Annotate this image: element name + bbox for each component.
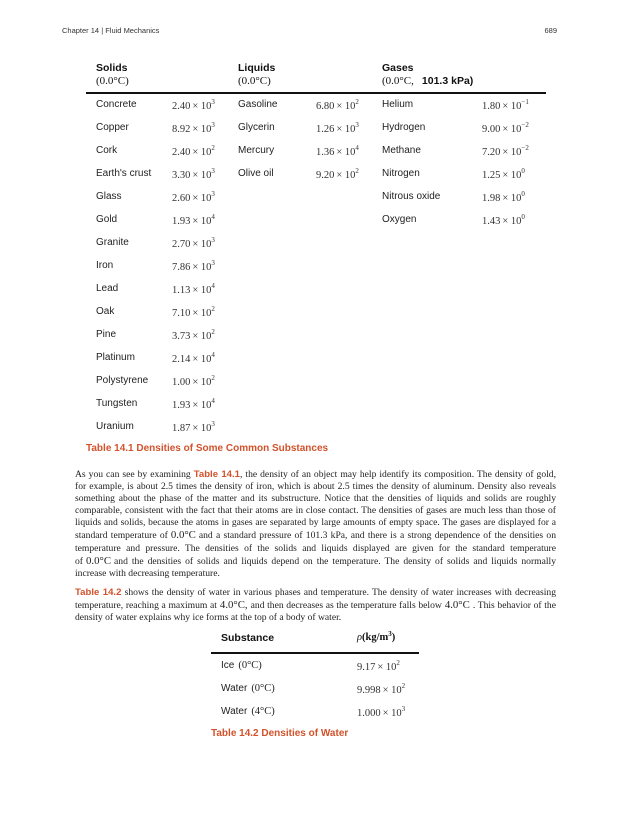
mantissa: 1.98 — [482, 193, 501, 204]
times-ten: × 10 — [192, 216, 212, 227]
mantissa: 1.93 — [172, 400, 191, 411]
exponent: −2 — [521, 144, 529, 152]
unit-exponent: 3 — [388, 630, 392, 638]
times-ten: × 10 — [192, 331, 212, 342]
density-value — [482, 190, 525, 204]
times-ten: × 10 — [192, 308, 212, 319]
exponent: 3 — [211, 236, 215, 244]
density-value — [172, 236, 215, 250]
mantissa: 2.40 — [172, 147, 191, 158]
mantissa: 9.17 — [357, 662, 376, 673]
substance-name: Olive oil — [238, 168, 274, 179]
density-value — [482, 98, 529, 112]
table-body — [86, 94, 546, 439]
mantissa: 9.20 — [316, 170, 335, 181]
substance-name: Lead — [96, 283, 119, 294]
substance-name: Polystyrene — [96, 375, 149, 386]
density-value — [482, 121, 529, 135]
text: , the density of an object may help identify its composition. The density of gold, for example, is about 2.5 times the density of iron, which is about 2.5 times the density of aluminum. Density also reveals something about the phase of the matter and its substructure. Notice that the densities of liquids and solids are roughly comparable, consistent with the fact that their atoms are in close contact. The densities of gases are much less than those of liquids and solids, because the atoms in gases are separated by large amounts of empty space. The gases are displayed for a standard temperature of — [75, 469, 557, 542]
mantissa: 1.80 — [482, 101, 501, 112]
exponent: −1 — [521, 98, 529, 106]
times-ten: × 10 — [192, 423, 212, 434]
text: shows the density of water in various phases and temperature. The density of water increases with decreasing temperature, reaching a maximum at — [75, 587, 556, 612]
column-title: Liquids — [238, 62, 276, 74]
column-temp: (0.0°C) — [238, 75, 271, 87]
chapter-title: Chapter 14 | Fluid Mechanics — [62, 26, 160, 35]
mantissa: 1.93 — [172, 216, 191, 227]
times-ten: × 10 — [382, 708, 402, 719]
times-ten: × 10 — [336, 124, 356, 135]
times-ten: × 10 — [192, 400, 212, 411]
density-value — [172, 259, 215, 273]
mantissa: 1.26 — [316, 124, 335, 135]
density-value — [357, 682, 406, 696]
substance-name: Gold — [96, 214, 118, 225]
column-header-gases — [382, 62, 473, 88]
table-link[interactable]: Table 14.1 — [193, 469, 241, 480]
mantissa: 2.60 — [172, 193, 191, 204]
mantissa: 2.70 — [172, 239, 191, 250]
times-ten: × 10 — [502, 124, 522, 135]
rho-symbol: ρ — [357, 632, 363, 643]
column-header-density — [357, 632, 395, 643]
times-ten: × 10 — [502, 147, 522, 158]
mantissa: 1.25 — [482, 170, 501, 181]
mantissa: 2.14 — [172, 354, 191, 365]
times-ten: × 10 — [192, 147, 212, 158]
times-ten: × 10 — [377, 662, 397, 673]
substance-name: Concrete — [96, 99, 137, 110]
mantissa: 1.36 — [316, 147, 335, 158]
exponent: 2 — [211, 305, 215, 313]
exponent: 4 — [211, 213, 215, 221]
page-number: 689 — [544, 26, 557, 35]
mantissa: 2.40 — [172, 101, 191, 112]
column-header-substance: Substance — [221, 632, 275, 644]
mantissa: 9.00 — [482, 124, 501, 135]
column-pressure: 101.3 kPa) — [421, 75, 474, 87]
substance-name — [221, 706, 275, 717]
density-value — [172, 305, 215, 319]
substance-name: Methane — [382, 145, 421, 156]
table-caption: Table 14.2 Densities of Water — [211, 728, 349, 739]
density-value — [316, 144, 359, 158]
exponent: 3 — [401, 705, 406, 713]
column-header-liquids — [238, 62, 275, 88]
water-density-table — [211, 630, 419, 742]
substance-name: Iron — [96, 260, 114, 271]
times-ten: × 10 — [192, 354, 212, 365]
mantissa: 3.30 — [172, 170, 191, 181]
table-header — [211, 630, 419, 652]
math-inline: 0.0°C — [170, 529, 196, 542]
substance-name: Uranium — [96, 421, 134, 432]
times-ten: × 10 — [192, 124, 212, 135]
mantissa: 1.00 — [172, 377, 191, 388]
exponent: 3 — [211, 98, 215, 106]
times-ten: × 10 — [502, 216, 522, 227]
substance-name: Earth's crust — [96, 168, 152, 179]
temperature: (0°C) — [251, 683, 275, 694]
exponent: 3 — [355, 121, 359, 129]
density-value — [172, 213, 215, 227]
substance-name: Glycerin — [238, 122, 275, 133]
density-value — [357, 659, 400, 673]
body-paragraph — [75, 469, 556, 580]
text: and the densities of solids and liquids depend on the temperature. The density of solids and liquids normally increase with decreasing temperature. — [75, 555, 556, 579]
mantissa: 8.92 — [172, 124, 191, 135]
unit: (kg/m — [362, 632, 389, 643]
substance-name: Hydrogen — [382, 122, 426, 133]
exponent: 3 — [211, 259, 215, 267]
column-temp: (0.0°C) — [96, 75, 129, 87]
density-value — [316, 121, 359, 135]
substance-name: Copper — [96, 122, 129, 133]
mantissa: 3.73 — [172, 331, 191, 342]
temperature: (4°C) — [251, 706, 275, 717]
density-value — [482, 167, 525, 181]
times-ten: × 10 — [502, 170, 522, 181]
density-value — [482, 144, 529, 158]
exponent: 2 — [211, 374, 215, 382]
densities-table — [86, 62, 546, 439]
exponent: −2 — [521, 121, 529, 129]
mantissa: 1.43 — [482, 216, 501, 227]
substance-name: Helium — [382, 99, 414, 110]
mantissa: 7.10 — [172, 308, 191, 319]
math-inline: 0.0°C — [86, 554, 112, 567]
column-header-solids — [96, 62, 129, 88]
times-ten: × 10 — [192, 193, 212, 204]
density-value — [172, 328, 215, 342]
times-ten: × 10 — [192, 262, 212, 273]
density-value — [172, 374, 215, 388]
times-ten: × 10 — [502, 101, 522, 112]
times-ten: × 10 — [192, 101, 212, 112]
substance-name: Gasoline — [238, 99, 278, 110]
density-value — [172, 282, 215, 296]
substance-name: Granite — [96, 237, 129, 248]
substance-name: Tungsten — [96, 398, 138, 409]
density-value — [316, 98, 359, 112]
exponent: 3 — [211, 420, 215, 428]
substance-name: Oxygen — [382, 214, 417, 225]
text: and then decreases as the temperature falls below — [250, 600, 442, 612]
substance-name: Nitrous oxide — [382, 191, 441, 202]
table-header — [86, 62, 546, 92]
exponent: 0 — [521, 190, 525, 198]
exponent: 0 — [521, 213, 525, 221]
exponent: 3 — [211, 167, 215, 175]
times-ten: × 10 — [192, 170, 212, 181]
substance-name: Platinum — [96, 352, 135, 363]
times-ten: × 10 — [192, 239, 212, 250]
density-value — [172, 351, 215, 365]
column-subtitle — [238, 75, 275, 88]
math-inline: 4.0°C — [444, 599, 470, 612]
substance-name: Pine — [96, 329, 117, 340]
mantissa: 1.13 — [172, 285, 191, 296]
exponent: 2 — [211, 144, 215, 152]
substance-name: Mercury — [238, 145, 275, 156]
exponent: 4 — [211, 397, 215, 405]
exponent: 2 — [396, 659, 400, 667]
name: Water — [221, 683, 248, 694]
exponent: 2 — [401, 682, 406, 690]
text: . This behavior of the density of water explains why ice forms at the top of a body of water. — [75, 600, 556, 624]
density-value — [172, 144, 215, 158]
exponent: 2 — [355, 98, 359, 106]
density-value — [482, 213, 525, 227]
times-ten: × 10 — [336, 170, 356, 181]
density-value — [172, 397, 215, 411]
running-head — [62, 26, 568, 38]
density-value — [172, 98, 215, 112]
times-ten: × 10 — [502, 193, 522, 204]
density-value — [172, 420, 215, 434]
column-temp: (0.0°C, — [382, 75, 414, 87]
exponent: 3 — [211, 121, 215, 129]
mantissa: 9.998 — [357, 685, 381, 696]
body-paragraph — [75, 587, 556, 624]
mantissa: 1.87 — [172, 423, 191, 434]
substance-name: Nitrogen — [382, 168, 420, 179]
density-value — [172, 167, 215, 181]
density-value — [316, 167, 359, 181]
density-value — [357, 705, 406, 719]
column-subtitle — [96, 75, 129, 88]
column-title: Solids — [96, 62, 128, 74]
text: As you can see by examining — [75, 469, 194, 480]
substance-name: Cork — [96, 145, 118, 156]
math-inline: 4.0°C, — [219, 599, 248, 612]
table-caption: Table 14.1 Densities of Some Common Substances — [86, 443, 329, 454]
times-ten: × 10 — [382, 685, 402, 696]
substance-name: Oak — [96, 306, 115, 317]
times-ten: × 10 — [336, 147, 356, 158]
mantissa: 6.80 — [316, 101, 335, 112]
mantissa: 7.20 — [482, 147, 501, 158]
density-value — [172, 190, 215, 204]
exponent: 2 — [355, 167, 359, 175]
unit-close: ) — [391, 632, 396, 643]
name: Water — [221, 706, 248, 717]
name: Ice — [221, 660, 235, 671]
mantissa: 1.000 — [357, 708, 381, 719]
column-subtitle — [382, 75, 473, 88]
mantissa: 7.86 — [172, 262, 191, 273]
column-title: Gases — [382, 62, 414, 74]
temperature: (0°C) — [238, 660, 262, 671]
exponent: 2 — [211, 328, 215, 336]
exponent: 4 — [355, 144, 359, 152]
exponent: 4 — [211, 282, 215, 290]
substance-name: Glass — [96, 191, 122, 202]
substance-name — [221, 660, 262, 671]
density-value — [172, 121, 215, 135]
exponent: 3 — [211, 190, 215, 198]
substance-name — [221, 683, 275, 694]
times-ten: × 10 — [192, 285, 212, 296]
table-link[interactable]: Table 14.2 — [75, 587, 122, 598]
text: and a standard pressure of 101.3 kPa, and there is a strong dependence of the densities on temperature and pressure. The densities of the solids and liquids displayed are given for the standard temperature of — [75, 530, 557, 567]
exponent: 0 — [521, 167, 525, 175]
times-ten: × 10 — [336, 101, 356, 112]
exponent: 4 — [211, 351, 215, 359]
times-ten: × 10 — [192, 377, 212, 388]
